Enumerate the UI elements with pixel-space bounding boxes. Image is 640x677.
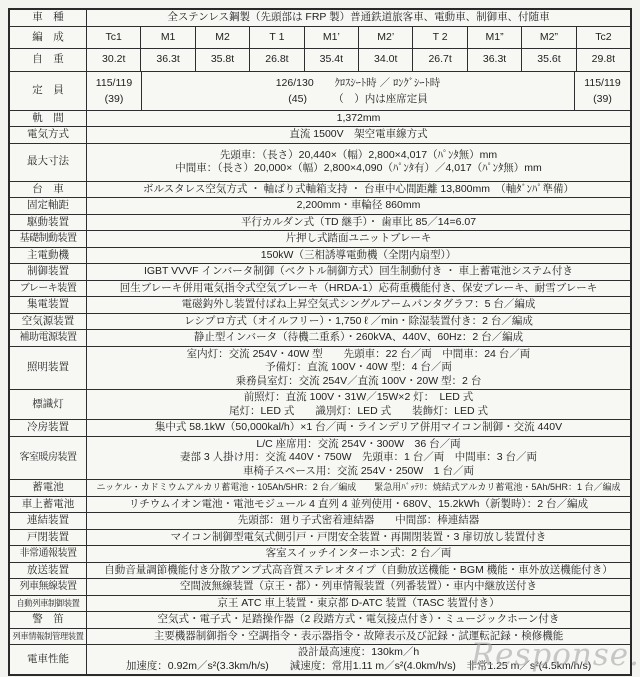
row-label: 客室暖房装置 <box>10 437 87 480</box>
row-content <box>87 513 630 529</box>
table-cell: 34.0t <box>359 49 413 71</box>
spec-row-door-system <box>10 530 630 547</box>
row-content <box>87 182 630 198</box>
row-label: 戸閉装置 <box>10 530 87 546</box>
row-label: 列車無線装置 <box>10 579 87 595</box>
row-content <box>87 497 630 513</box>
spec-text: 設計最高速度：130km／h <box>297 646 420 658</box>
row-content <box>87 297 630 313</box>
watermark: Response. <box>470 637 640 673</box>
spec-text: ボルスタレス空気方式 ・ 軸ばり式軸箱支持 ・ 台車中心間距離 13,800mm （軸ﾀﾞﾝﾊﾟ準備） <box>142 182 575 195</box>
row-label: 電気方式 <box>10 127 87 143</box>
row-content <box>87 231 630 247</box>
row-content <box>87 281 630 297</box>
row-label: 警 笛 <box>10 612 87 628</box>
row-content <box>87 645 630 674</box>
spec-row-storage-battery <box>10 480 630 497</box>
row-label: 最大寸法 <box>10 144 87 181</box>
spec-text: レシプロ方式（オイルフリー）・1,750 ℓ ／min・除湿装置付き：2 台／編成 <box>184 314 533 327</box>
spec-table <box>8 8 632 676</box>
row-content <box>87 612 630 628</box>
spec-text: IGBT VVVF インバータ制御（ベクトル制御方式）回生制動付き ・ 車上蓄電池システム付き <box>143 265 574 277</box>
spec-row-pa-system <box>10 563 630 580</box>
row-label: 基礎制動装置 <box>10 231 87 247</box>
row-content <box>87 72 630 110</box>
row-label: 自 重 <box>10 49 87 71</box>
spec-row-fixed-wheelbase <box>10 198 630 215</box>
spec-row-marker-lights <box>10 390 630 420</box>
spec-text: 前照灯：直流 100V・31W／15W×2 灯： LED 式 <box>243 391 474 403</box>
row-label: 空気源装置 <box>10 314 87 330</box>
table-cell: M1 <box>141 27 195 49</box>
spec-row-current-collector <box>10 297 630 314</box>
spec-text: 京王 ATC 車上装置・東京都 D-ATC 装置（TASC 装置付き） <box>217 596 500 609</box>
row-content <box>87 49 630 71</box>
spec-text: リチウムイオン電池・電池モジュール 4 直列 4 並列使用・680V、15.2kWh（新製時）：2 台／編成 <box>128 497 589 510</box>
table-cell: 35.8t <box>196 49 250 71</box>
spec-row-brake-system <box>10 281 630 298</box>
row-content <box>87 530 630 546</box>
row-label: 軌 間 <box>10 111 87 127</box>
spec-text: 室内灯：交流 254V・40W 型 先頭車：22 台／両 中間車：24 台／両 <box>186 347 531 360</box>
spec-text: 加速度：0.92m／s²(3.3km/h/s) 減速度：常用1.11 m／s²(4.0km/h/s) 非常1.25 m／s²(4.5km/h/s) <box>125 659 592 672</box>
capacity-cell-middle <box>142 72 575 110</box>
spec-row-auxiliary-power <box>10 330 630 347</box>
spec-text: (45) （ ）内は座席定員 <box>288 92 428 105</box>
spec-row-onboard-battery <box>10 497 630 514</box>
spec-row-control-system <box>10 264 630 281</box>
spec-text: 平行カルダン式（TD 継手）・ 歯車比 85／14=6.07 <box>240 215 477 228</box>
spec-text: 車椅子スペース用：交流 254V・250W 1 台／両 <box>242 464 475 477</box>
spec-text: 115/119 <box>584 76 621 89</box>
spec-row-formation <box>10 27 630 50</box>
row-content <box>87 264 630 280</box>
spec-row-coupler <box>10 513 630 530</box>
spec-row-performance <box>10 645 630 674</box>
row-label: 非常通報装置 <box>10 546 87 562</box>
spec-text: 静止型インバータ（待機二重系）・260kVA、440V、60Hz：2 台／編成 <box>193 331 524 343</box>
row-content <box>87 563 630 579</box>
table-cell: 30.2t <box>87 49 141 71</box>
spec-row-main-motor <box>10 248 630 265</box>
capacity-cell-left <box>87 72 142 110</box>
spec-row-train-info-management <box>10 629 630 646</box>
spec-row-horn <box>10 612 630 629</box>
spec-text: ニッケル・カドミウムアルカリ蓄電池・105Ah/5HR：2 台／編成 緊急用ﾊﾞｯﾃﾘ：焼結式アルカリ蓄電池・5Ah/5HR：1 台／編成 <box>96 482 621 492</box>
spec-text: 自動音量調節機能付き分散アンプ式高音質ステレオタイプ（自動放送機能・BGM 機能・車外放送機能付き） <box>104 563 613 576</box>
row-content <box>87 198 630 214</box>
row-content <box>87 144 630 181</box>
spec-text: 2,200mm・車輪径 860mm <box>296 199 421 211</box>
row-content <box>87 579 630 595</box>
row-label: 標識灯 <box>10 390 87 419</box>
row-content <box>87 629 630 645</box>
row-content <box>87 248 630 264</box>
table-cell: Tc1 <box>87 27 141 49</box>
spec-text: 全ステンレス鋼製（先頭部は FRP 製）普通鉄道旅客車、電動車、制御車、付随車 <box>167 11 550 23</box>
row-label: 連結装置 <box>10 513 87 529</box>
spec-row-foundation-brake <box>10 231 630 248</box>
spec-row-drive-system <box>10 215 630 232</box>
spec-row-cabin-heating <box>10 437 630 481</box>
spec-text: 尾灯：LED 式 識別灯：LED 式 装飾灯：LED 式 <box>228 404 489 417</box>
spec-text: 1,372mm <box>336 111 381 124</box>
table-cell: M1’ <box>305 27 359 49</box>
table-cell: M2” <box>522 27 576 49</box>
table-cell: 35.6t <box>522 49 576 71</box>
row-content <box>87 111 630 127</box>
spec-text: マイコン制御型電気式側引戸・戸閉安全装置・再開閉装置・3 扉切放し装置付き <box>170 530 547 543</box>
row-label: 列車情報制管理装置 <box>10 629 87 645</box>
capacity-cell-right <box>575 72 630 110</box>
row-label: 補助電源装置 <box>10 330 87 346</box>
row-label: 自動列車制御装置 <box>10 596 87 612</box>
row-label: 車 種 <box>10 10 87 26</box>
row-content <box>87 437 630 480</box>
row-label: 固定軸距 <box>10 198 87 214</box>
table-cell: 36.3t <box>141 49 195 71</box>
spec-text: 115/119 <box>95 76 133 89</box>
spec-row-vehicle-type <box>10 10 630 27</box>
spec-text: 妻部 3 人掛け用：交流 440V・750W 先頭車：1 台／両 中間車：3 台／両 <box>179 451 538 463</box>
row-content <box>87 390 630 419</box>
spec-row-train-radio <box>10 579 630 596</box>
row-label: 制御装置 <box>10 264 87 280</box>
row-label: 集電装置 <box>10 297 87 313</box>
table-cell: M2’ <box>359 27 413 49</box>
row-label: 編 成 <box>10 27 87 49</box>
spec-text: 乗務員室灯：交流 254V／直流 100V・20W 型：2 台 <box>235 374 482 387</box>
row-label: ブレーキ装置 <box>10 281 87 297</box>
spec-text: 予備灯：直流 100V・40W 型：4 台／両 <box>265 361 452 373</box>
spec-row-capacity <box>10 72 630 111</box>
table-cell: 26.7t <box>413 49 467 71</box>
row-label: 駆動装置 <box>10 215 87 231</box>
table-cell: 35.4t <box>305 49 359 71</box>
table-cell: M2 <box>196 27 250 49</box>
row-label: 車上蓄電池 <box>10 497 87 513</box>
table-cell: 29.8t <box>591 53 616 65</box>
spec-row-lighting <box>10 347 630 391</box>
spec-text: 空間波無線装置（京王・都）・列車情報装置（列番装置）・車内中継放送付き <box>180 580 537 592</box>
row-content <box>87 330 630 346</box>
spec-row-electric-system <box>10 127 630 144</box>
row-label: 定 員 <box>10 72 87 110</box>
spec-text: 直流 1500V 架空電車線方式 <box>289 128 428 140</box>
spec-row-air-conditioning <box>10 420 630 437</box>
spec-text: 先頭車：（長さ）20,440×（幅）2,800×4,017（ﾊﾟﾝﾀ無）mm <box>219 148 498 161</box>
row-content <box>87 546 630 562</box>
row-content <box>87 215 630 231</box>
row-content <box>87 596 630 612</box>
spec-text: (39) <box>593 92 612 105</box>
spec-text: 片押し式踏面ユニットブレーキ <box>285 232 432 244</box>
spec-row-emergency-intercom <box>10 546 630 563</box>
spec-row-own-weight <box>10 49 630 72</box>
spec-text: (39) <box>104 92 124 105</box>
row-content <box>87 127 630 143</box>
spec-text: 集中式 58.1kW（50,000kal/h）×1 台／両・ラインデリア併用マイコン制御・交流 440V <box>154 421 563 433</box>
row-content <box>87 27 630 49</box>
row-label: 放送装置 <box>10 563 87 579</box>
spec-row-air-supply <box>10 314 630 331</box>
spec-text: 電磁鈎外し装置付ばね上昇空気式シングルアームパンタグラフ：5 台／編成 <box>181 298 536 310</box>
spec-row-gauge <box>10 111 630 128</box>
row-content <box>87 420 630 436</box>
spec-text: 150kW（三相誘導電動機（全閉内扇型）） <box>260 248 457 261</box>
spec-text: 126/130 ｸﾛｽｼｰﾄ時 ／ ﾛﾝｸﾞｼｰﾄ時 <box>275 76 441 89</box>
table-cell: 26.8t <box>250 49 304 71</box>
row-label: 冷房装置 <box>10 420 87 436</box>
table-cell: M1” <box>468 27 522 49</box>
row-label: 主電動機 <box>10 248 87 264</box>
spec-row-atc <box>10 596 630 613</box>
table-cell: T 2 <box>413 27 467 49</box>
spec-text: 空気式・電子式・足踏操作器（2 段踏方式・電気接点付き）・ミュージックホーン付き <box>157 613 560 625</box>
row-content <box>87 347 630 390</box>
row-content <box>87 480 630 496</box>
spec-text: 回生ブレーキ併用電気指令式空気ブレーキ（HRDA-1）応荷重機能付き、保安ブレーキ、耐雪ブレーキ <box>119 281 598 294</box>
table-cell: Tc2 <box>595 30 612 43</box>
row-content <box>87 314 630 330</box>
row-label: 照明装置 <box>10 347 87 390</box>
spec-text: 客室スイッチインターホン式：2 台／両 <box>265 547 452 559</box>
spec-text: L/C 座席用：交流 254V・300W 36 台／両 <box>256 437 461 450</box>
table-cell: 36.3t <box>468 49 522 71</box>
row-label: 台 車 <box>10 182 87 198</box>
spec-text: 主要機器制御指令・空調指令・表示器指令・故障表示及び記録・試運転記録・検修機能 <box>153 629 564 642</box>
spec-row-max-dimensions <box>10 144 630 182</box>
spec-row-bogie <box>10 182 630 199</box>
spec-text: 先頭部：廻り子式密着連結器 中間部：棒連結器 <box>237 514 480 526</box>
table-cell: T 1 <box>250 27 304 49</box>
row-label: 蓄電池 <box>10 480 87 496</box>
spec-text: 中間車：（長さ）20,000×（幅）2,800×4,090（ﾊﾟﾝﾀ有）／4,017（ﾊﾟﾝﾀ無）mm <box>175 162 542 174</box>
row-content <box>87 10 630 26</box>
row-label: 電車性能 <box>10 645 87 674</box>
